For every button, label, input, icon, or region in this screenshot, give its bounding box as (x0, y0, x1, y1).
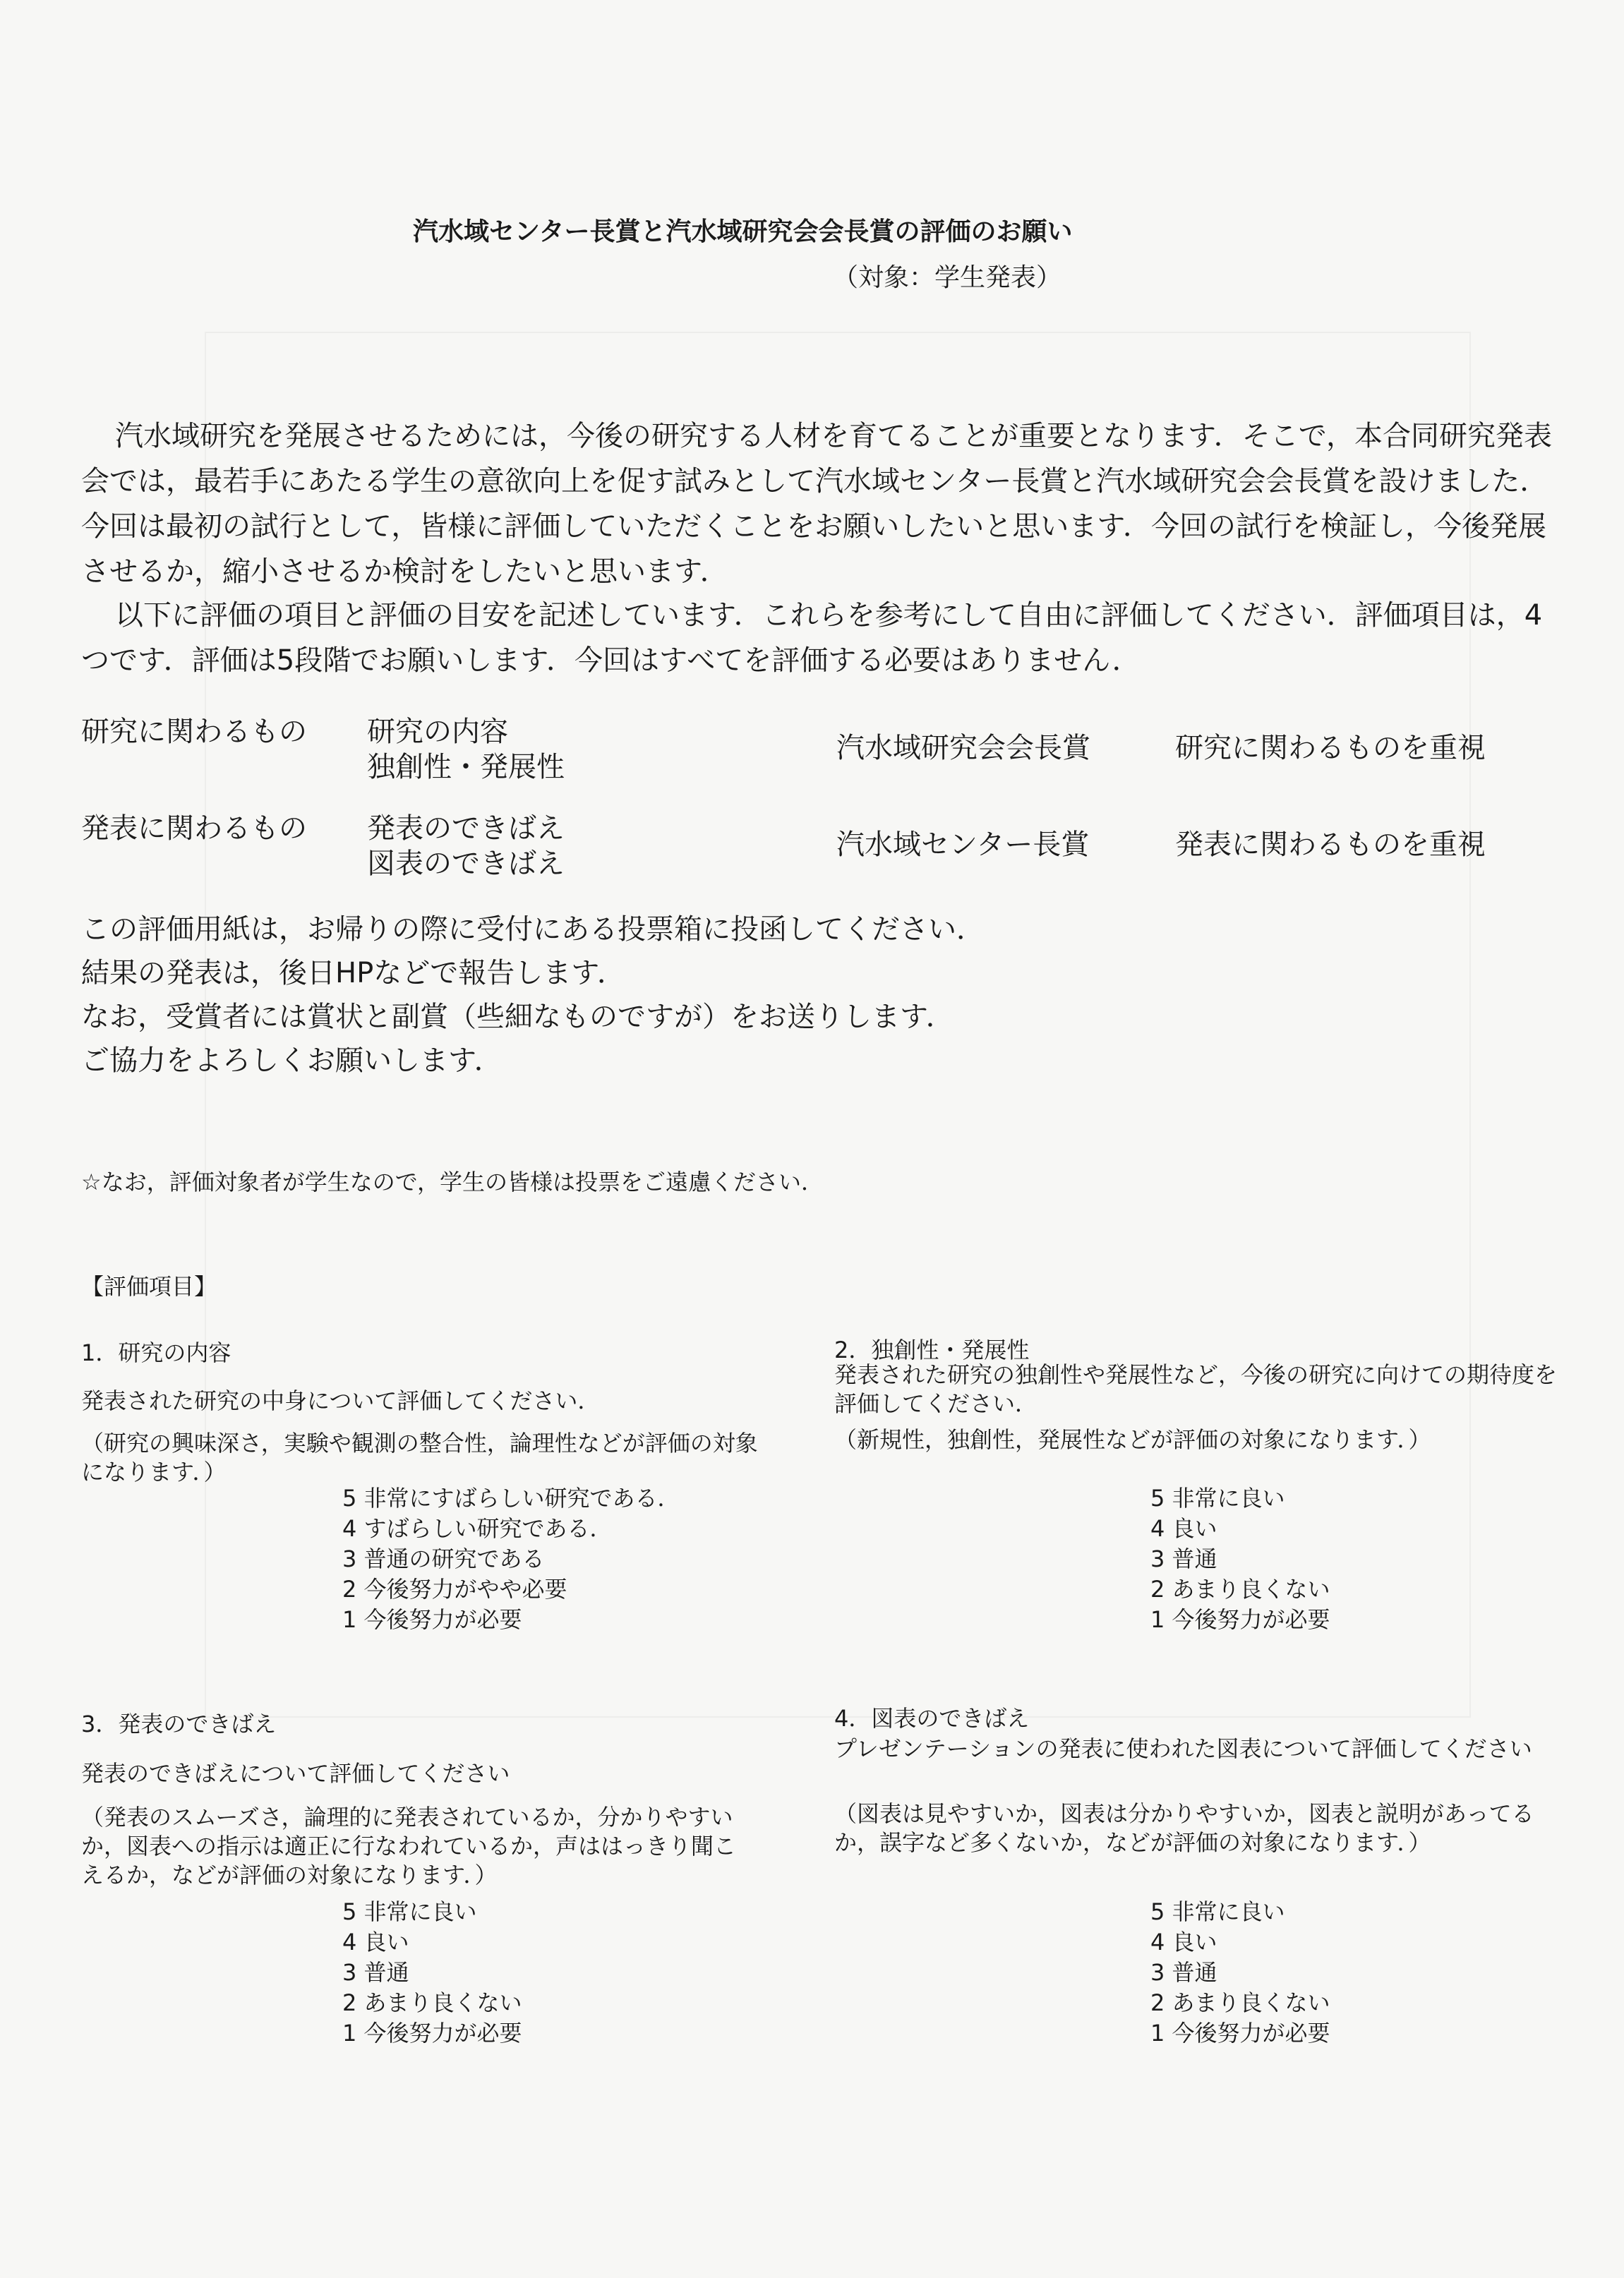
page-subtitle: （対象：学生発表） (833, 263, 1062, 292)
note-line: ご協力をよろしくお願いします． (81, 1044, 503, 1077)
scale-option: 3 普通 (342, 1959, 409, 1986)
item3-scale (342, 1897, 522, 2049)
item1-heading: 1．研究の内容 (81, 1339, 231, 1366)
item2-scale (1150, 1483, 1330, 1635)
item2-description: 発表された研究の独創性や発展性など，今後の研究に向けての期待度を評価してください． (834, 1361, 1558, 1417)
note-line: なお，受賞者には賞状と副賞（些細なものですが）をお送りします． (81, 1001, 954, 1033)
section-heading: 【評価項目】 (81, 1273, 217, 1300)
item3-note: （発表のスムーズさ，論理的に発表されているか，分かりやすいか，図表への指示は適正に行なわれているか，声ははっきり聞こえるか，などが評価の対象になります．） (81, 1804, 737, 1888)
scale-option: 2 あまり良くない (1150, 1576, 1330, 1603)
scale-option: 2 あまり良くない (1150, 1989, 1330, 2016)
scale-option: 1 今後努力が必要 (1150, 1606, 1330, 1633)
notes-list (81, 908, 985, 1083)
item1-description: 発表された研究の中身について評価してください． (81, 1387, 601, 1414)
item4-scale (1150, 1897, 1330, 2049)
scale-option: 2 あまり良くない (342, 1989, 522, 2016)
item2-heading: 2．独創性・発展性 (834, 1337, 1030, 1363)
item1-scale (342, 1483, 680, 1635)
criteria-paragraph: 以下に評価の項目と評価の目安を記述しています．これらを参考にして自由に評価してください．評価項目は，4つです．評価は5段階でお願いします．今回はすべてを評価する必要はありません． (81, 599, 1543, 677)
scale-option: 4 すばらしい研究である． (342, 1515, 613, 1542)
scale-option: 5 非常にすばらしい研究である． (342, 1485, 680, 1512)
student-voting-note: ☆なお，評価対象者が学生なので，学生の皆様は投票をご遠慮ください． (81, 1169, 824, 1195)
page-title: 汽水域センター長賞と汽水域研究会会長賞の評価のお願い (413, 217, 1073, 246)
item3-description: 発表のできばえについて評価してください (81, 1760, 510, 1787)
presentation-award-name: 汽水域センター長賞 (836, 828, 1090, 861)
scale-option: 1 今後努力が必要 (1150, 2020, 1330, 2047)
scale-option: 5 非常に良い (1150, 1485, 1285, 1512)
item4-description: プレゼンテーションの発表に使われた図表について評価してください (834, 1735, 1532, 1762)
scale-option: 4 良い (1150, 1515, 1217, 1542)
scale-option: 3 普通 (1150, 1959, 1217, 1986)
scale-option: 3 普通の研究である (342, 1545, 545, 1572)
scale-option: 5 非常に良い (1150, 1898, 1285, 1925)
intro-paragraph: 汽水域研究を発展させるためには，今後の研究する人材を育てることが重要となります．そこで，本合同研究発表会では，最若手にあたる学生の意欲向上を促す試みとして汽水域センター長賞と汽水域研究会会長賞を設けました．今回は最初の試行として，皆様に評価していただくことをお願いしたいと思います．今回の試行を検証し，今後発展させるか，縮小させるか検討をしたいと思います． (81, 420, 1552, 588)
note-line: 結果の発表は，後日HPなどで報告します． (81, 957, 625, 989)
presentation-item-delivery: 発表のできばえ (367, 812, 565, 845)
presentation-category-label: 発表に関わるもの (81, 812, 307, 845)
scale-option: 1 今後努力が必要 (342, 1606, 522, 1633)
item3-heading: 3．発表のできばえ (81, 1711, 277, 1737)
scale-option: 4 良い (342, 1929, 409, 1955)
scale-option: 4 良い (1150, 1929, 1217, 1955)
item1-note: （研究の興味深さ，実験や観測の整合性，論理性などが評価の対象になります．） (81, 1430, 758, 1485)
research-item-originality: 独創性・発展性 (367, 751, 565, 783)
scale-option: 3 普通 (1150, 1545, 1217, 1572)
research-category-label: 研究に関わるもの (81, 716, 307, 748)
presentation-award-focus: 発表に関わるものを重視 (1175, 828, 1486, 861)
note-line: この評価用紙は，お帰りの際に受付にある投票箱に投函してください． (81, 913, 985, 946)
item2-note: （新規性，独創性，発展性などが評価の対象になります．） (834, 1426, 1431, 1453)
presentation-item-figures: 図表のできばえ (367, 848, 565, 880)
research-item-content: 研究の内容 (367, 716, 508, 748)
scale-option: 1 今後努力が必要 (342, 2020, 522, 2047)
research-award-focus: 研究に関わるものを重視 (1175, 732, 1486, 764)
research-award-name: 汽水域研究会会長賞 (836, 732, 1090, 764)
scale-option: 2 今後努力がやや必要 (342, 1576, 567, 1603)
scale-option: 5 非常に良い (342, 1898, 477, 1925)
item4-note: （図表は見やすいか，図表は分かりやすいか，図表と説明があってるか，誤字など多くないか，などが評価の対象になります．） (834, 1800, 1534, 1856)
item4-heading: 4．図表のできばえ (834, 1705, 1030, 1732)
